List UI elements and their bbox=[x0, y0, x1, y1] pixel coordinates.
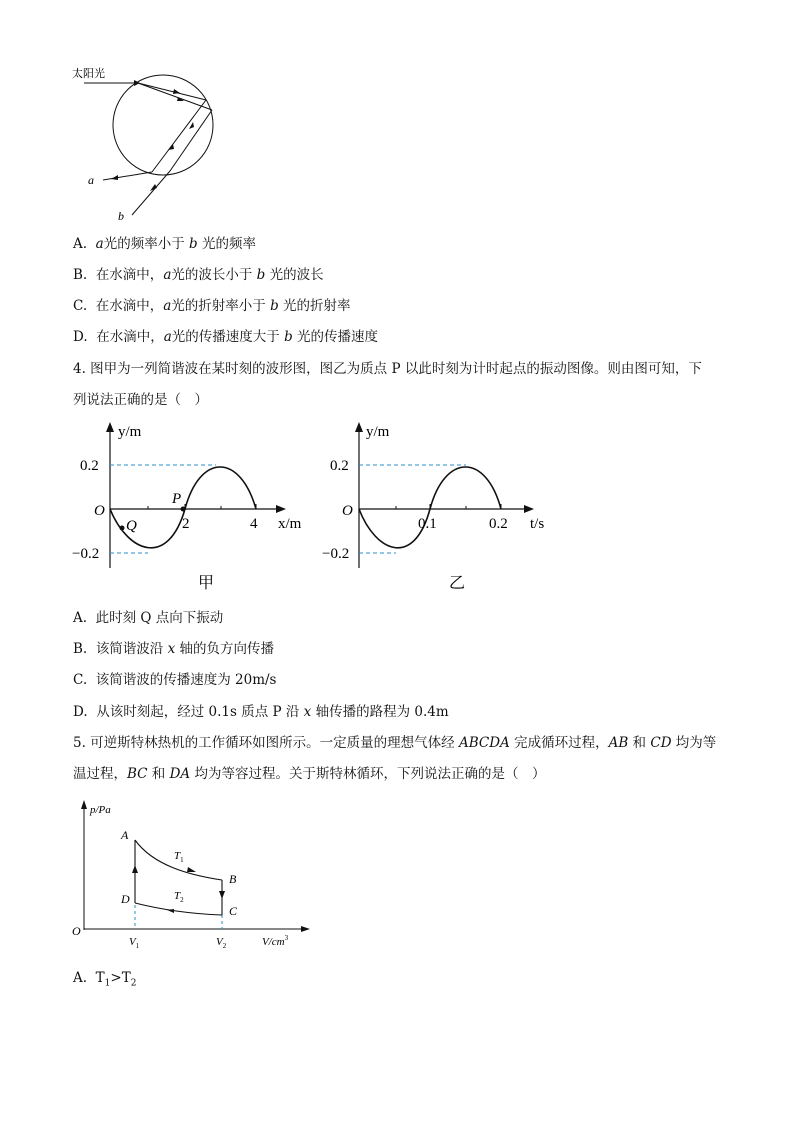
jia-origin: O bbox=[94, 503, 105, 519]
pv-label-a: A bbox=[121, 828, 129, 842]
text-run: b bbox=[270, 298, 279, 314]
text-run: b bbox=[256, 267, 266, 283]
pv-x-arrow bbox=[301, 926, 310, 932]
text-run: 和 bbox=[628, 735, 651, 751]
yi-wave bbox=[359, 467, 501, 548]
text-run: a bbox=[163, 267, 172, 283]
text-run: x bbox=[167, 641, 176, 657]
q5-option-a-letter: A. bbox=[73, 970, 88, 986]
ray-arrow-4 bbox=[168, 144, 174, 150]
text-run: 从该时刻起，经过 0.1s 质点 P 沿 bbox=[96, 704, 304, 720]
pv-label-c: C bbox=[229, 904, 238, 918]
text-run: 在水滴中， bbox=[95, 298, 164, 314]
jia-tick-label-2: 2 bbox=[182, 516, 190, 532]
ray-b-label: b bbox=[118, 209, 124, 223]
jia-ylabel: y/m bbox=[118, 424, 142, 440]
sunlight-label: 太阳光 bbox=[72, 68, 105, 80]
jia-tick-label-4: 4 bbox=[250, 516, 258, 532]
refracted-ray-2 bbox=[138, 83, 212, 110]
text-run: 光的传播速度大于 bbox=[171, 329, 285, 345]
yi-y-top: 0.2 bbox=[330, 458, 349, 474]
yi-ylabel: y/m bbox=[366, 424, 390, 440]
pv-label-t1: $T_1$ bbox=[174, 850, 184, 864]
pv-graph bbox=[68, 795, 318, 955]
option-letter: C. bbox=[73, 672, 88, 688]
q3-option-d[interactable] bbox=[73, 328, 378, 346]
pv-label-v2: $V_2$ bbox=[216, 936, 227, 950]
text-run: 该简谐波的传播速度为 20m/s bbox=[95, 672, 277, 688]
text-run: x bbox=[303, 704, 312, 720]
reflected-ray-2 bbox=[170, 110, 212, 171]
droplet-figure bbox=[60, 60, 230, 225]
q4-option-d[interactable] bbox=[73, 703, 449, 721]
text-run: ABCDA bbox=[458, 735, 510, 751]
jia-caption: 甲 bbox=[198, 575, 215, 592]
yi-tick-label-01: 0.1 bbox=[418, 516, 437, 532]
option-letter: A. bbox=[73, 236, 88, 252]
text-run: 均为等容过程。关于斯特林循环，下列说法正确的是（ ） bbox=[190, 766, 546, 782]
option-letter: D. bbox=[73, 704, 88, 720]
yi-caption: 乙 bbox=[449, 575, 466, 592]
q5-option-a[interactable] bbox=[73, 969, 136, 993]
text-run: 在水滴中， bbox=[96, 329, 164, 345]
option-letter: D. bbox=[73, 329, 88, 345]
jia-x-arrow bbox=[276, 505, 286, 513]
yi-xlabel: t/s bbox=[530, 516, 545, 532]
text-run: 均为等 bbox=[671, 735, 717, 751]
text-run: 光的频率小于 bbox=[103, 236, 189, 252]
pv-isotherm-t2 bbox=[135, 903, 222, 915]
q4-option-a[interactable] bbox=[73, 609, 223, 627]
text-run: a bbox=[95, 236, 104, 252]
q4-option-b[interactable] bbox=[73, 640, 274, 658]
pv-label-d: D bbox=[121, 892, 130, 906]
text-run: 光的频率 bbox=[197, 236, 256, 252]
text-run: CD bbox=[650, 735, 672, 751]
yi-tick-label-02: 0.2 bbox=[489, 516, 508, 532]
jia-xlabel: x/m bbox=[278, 516, 302, 532]
text-run: 光的波长小于 bbox=[171, 267, 257, 283]
q4-stem-line1: 4. 图甲为一列简谐波在某时刻的波形图，图乙为质点 P 以此时刻为计时起点的振动图像。则由图可知，下 bbox=[73, 361, 702, 377]
text-run: 在水滴中， bbox=[95, 267, 164, 283]
option-letter: B. bbox=[73, 267, 88, 283]
ray-a-label: a bbox=[88, 173, 94, 187]
text-run: 完成循环过程， bbox=[509, 735, 609, 751]
text-run: BC bbox=[127, 766, 148, 782]
jia-y-top: 0.2 bbox=[80, 458, 99, 474]
jia-p-label: P bbox=[172, 491, 182, 507]
yi-y-bottom: −0.2 bbox=[322, 546, 350, 562]
q5-stem-line1 bbox=[73, 734, 716, 752]
q4-stem-line2: 列说法正确的是（ ） bbox=[73, 392, 208, 408]
option-letter: A. bbox=[73, 610, 88, 626]
text-run: 光的折射率 bbox=[278, 298, 351, 314]
jia-point-p bbox=[181, 507, 186, 512]
q3-option-a[interactable] bbox=[73, 235, 256, 253]
text-run: 光的波长 bbox=[265, 267, 324, 283]
yi-x-arrow bbox=[524, 505, 534, 513]
pv-y-arrow bbox=[81, 800, 87, 809]
text-run: 此时刻 Q 点向下振动 bbox=[95, 610, 224, 626]
text-run: 轴的负方向传播 bbox=[175, 641, 275, 657]
jia-q-label: Q bbox=[126, 518, 137, 534]
text-run: b bbox=[189, 236, 198, 252]
text-run: AB bbox=[608, 735, 629, 751]
jia-y-arrow bbox=[106, 422, 114, 432]
graph-jia bbox=[68, 418, 318, 593]
yi-origin: O bbox=[342, 503, 353, 519]
option-letter: B. bbox=[73, 641, 88, 657]
pv-arrow-ab bbox=[187, 867, 196, 872]
pv-origin: O bbox=[72, 924, 81, 938]
text-run: 轴传播的路程为 0.4m bbox=[311, 704, 449, 720]
outgoing-ray-a bbox=[103, 172, 152, 180]
ray-arrow-3 bbox=[189, 122, 194, 129]
q5-t1-sub: 1 bbox=[104, 978, 111, 989]
q3-option-b[interactable] bbox=[73, 266, 324, 284]
pv-arrow-da bbox=[132, 865, 138, 873]
text-run: a bbox=[163, 298, 172, 314]
q5-t2-sub: 2 bbox=[130, 978, 137, 989]
text-run: a bbox=[163, 329, 172, 345]
pv-label-b: B bbox=[229, 872, 237, 886]
jia-point-q bbox=[120, 526, 125, 531]
q5-t1: T bbox=[95, 970, 105, 986]
q5-stem-line2 bbox=[73, 765, 545, 783]
pv-xlabel: $V/cm^3$ bbox=[262, 934, 289, 948]
q5-t2: T bbox=[121, 970, 131, 986]
pv-label-t2: $T_2$ bbox=[174, 890, 184, 904]
jia-y-bottom: −0.2 bbox=[72, 546, 100, 562]
ray-a-arrow bbox=[111, 175, 118, 180]
q5-gt: > bbox=[110, 970, 122, 986]
text-run: DA bbox=[169, 766, 191, 782]
droplet-circle bbox=[113, 75, 213, 175]
text-run: 光的折射率小于 bbox=[171, 298, 271, 314]
text-run: 该简谐波沿 bbox=[95, 641, 168, 657]
text-run: 5. 可逆斯特林热机的工作循环如图所示。一定质量的理想气体经 bbox=[73, 735, 459, 751]
text-run: b bbox=[284, 329, 293, 345]
q4-option-c[interactable] bbox=[73, 671, 276, 689]
option-letter: C. bbox=[73, 298, 88, 314]
pv-ylabel: p/Pa bbox=[90, 804, 111, 816]
text-run: 温过程， bbox=[73, 766, 127, 782]
text-run: 和 bbox=[147, 766, 170, 782]
text-run: 光的传播速度 bbox=[292, 329, 379, 345]
refracted-ray-1 bbox=[138, 83, 206, 100]
pv-label-v1: $V_1$ bbox=[129, 936, 140, 950]
q3-option-c[interactable] bbox=[73, 297, 351, 315]
graph-yi bbox=[318, 418, 568, 593]
pv-arrow-bc bbox=[219, 891, 225, 899]
yi-y-arrow bbox=[355, 422, 363, 432]
outgoing-ray-b bbox=[132, 171, 170, 215]
